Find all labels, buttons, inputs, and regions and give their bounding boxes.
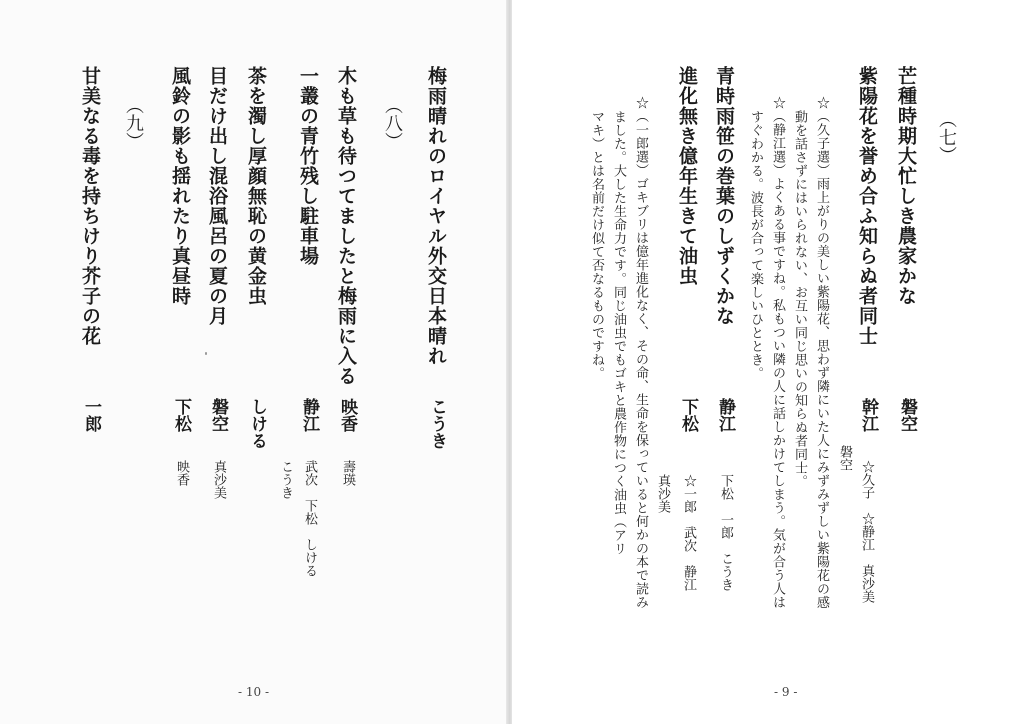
author-banku-left: 磐空: [208, 398, 228, 432]
comment-shizue-1: ☆（静江選）よくある事ですね。私もつい隣の人に話しかけてしまう。気が合う人は: [770, 96, 785, 609]
page-9: [512, 0, 1024, 724]
haiku-shizue: 青時雨笹の巻葉のしずくかな: [713, 66, 735, 326]
haiku-mikie: 紫陽花を誉め合ふ知らぬ者同士: [856, 66, 878, 346]
haiku-shizue-left: 一叢の青竹残し駐車場: [297, 66, 319, 266]
selectors-mikie-2: 磐空: [837, 445, 852, 471]
author-koki-left: こうき: [427, 398, 447, 449]
haiku-banku: 芒種時期大忙しき農家かな: [895, 66, 917, 306]
selectors-shizue-left: 武次 下松 しける: [302, 460, 317, 577]
selectors-eika: 壽瑛: [340, 460, 355, 486]
author-ichiro-left: 一郎: [81, 398, 101, 432]
author-mikie: 幹江: [858, 398, 878, 432]
haiku-kudamatsu-left: 風鈴の影も揺れたり真昼時: [169, 66, 191, 306]
haiku-koki-left: 梅雨晴れのロイヤル外交日本晴れ: [425, 66, 447, 366]
selectors-kudamatsu: ☆一郎 武次 静江: [681, 474, 696, 591]
author-banku: 磐空: [897, 398, 917, 432]
comment-ichiro-2: ました。大した生命力です。同じ油虫でもゴキと農作物につく油虫（アリ: [611, 110, 626, 556]
author-kudamatsu-left: 下松: [171, 398, 191, 432]
page-number-10: - 10 -: [238, 685, 270, 699]
haiku-eika: 木も草も待つてましたと梅雨に入る: [335, 66, 357, 386]
paper-speck: [205, 352, 207, 355]
haiku-shikeru: 茶を濁し厚顔無恥の黄金虫: [245, 66, 267, 306]
haiku-kudamatsu: 進化無き億年生きて油虫: [676, 66, 698, 286]
haiku-ichiro-left: 甘美なる毒を持ちけり芥子の花: [79, 66, 101, 346]
selectors-mikie: ☆久子 ☆静江 真沙美: [859, 460, 874, 603]
haiku-banku-left: 目だけ出し混浴風呂の夏の月: [206, 66, 228, 326]
comment-ichiro-1: ☆（一郎選）ゴキブリは億年進化なく、その命、生命を保っていると何かの本で読み: [633, 96, 648, 609]
comment-hisako-2: 動を話さずにはいられない、お互い同じ思いの知らぬ者同士。: [792, 110, 807, 488]
author-kudamatsu: 下松: [678, 398, 698, 432]
page-number-9: - 9 -: [774, 685, 798, 699]
section-heading-9: （九）: [123, 96, 144, 150]
author-shizue-left: 静江: [299, 398, 319, 432]
selectors-kudamatsu-2: 真沙美: [655, 474, 670, 513]
page-10: [0, 0, 508, 724]
selectors-banku-left: 真沙美: [211, 460, 226, 499]
author-shikeru: しける: [247, 398, 267, 449]
section-heading-7: （七）: [936, 110, 957, 164]
author-eika: 映香: [337, 398, 357, 432]
selectors-kudamatsu-left: 映香: [174, 460, 189, 486]
selectors-shizue: 下松 一郎 こうき: [718, 474, 733, 591]
comment-ichiro-3: マキ）とは名前だけ似て否なるものですね。: [589, 110, 604, 380]
section-heading-8: （八）: [382, 96, 403, 150]
comment-shizue-2: すぐわかる。波長が合って楽しいひととき。: [748, 110, 763, 380]
author-shizue: 静江: [715, 398, 735, 432]
comment-hisako-1: ☆（久子選）雨上がりの美しい紫陽花、思わず隣にいた人にみずみずしい紫陽花の感: [814, 96, 829, 609]
selectors-shizue-left-2: こうき: [278, 460, 293, 499]
